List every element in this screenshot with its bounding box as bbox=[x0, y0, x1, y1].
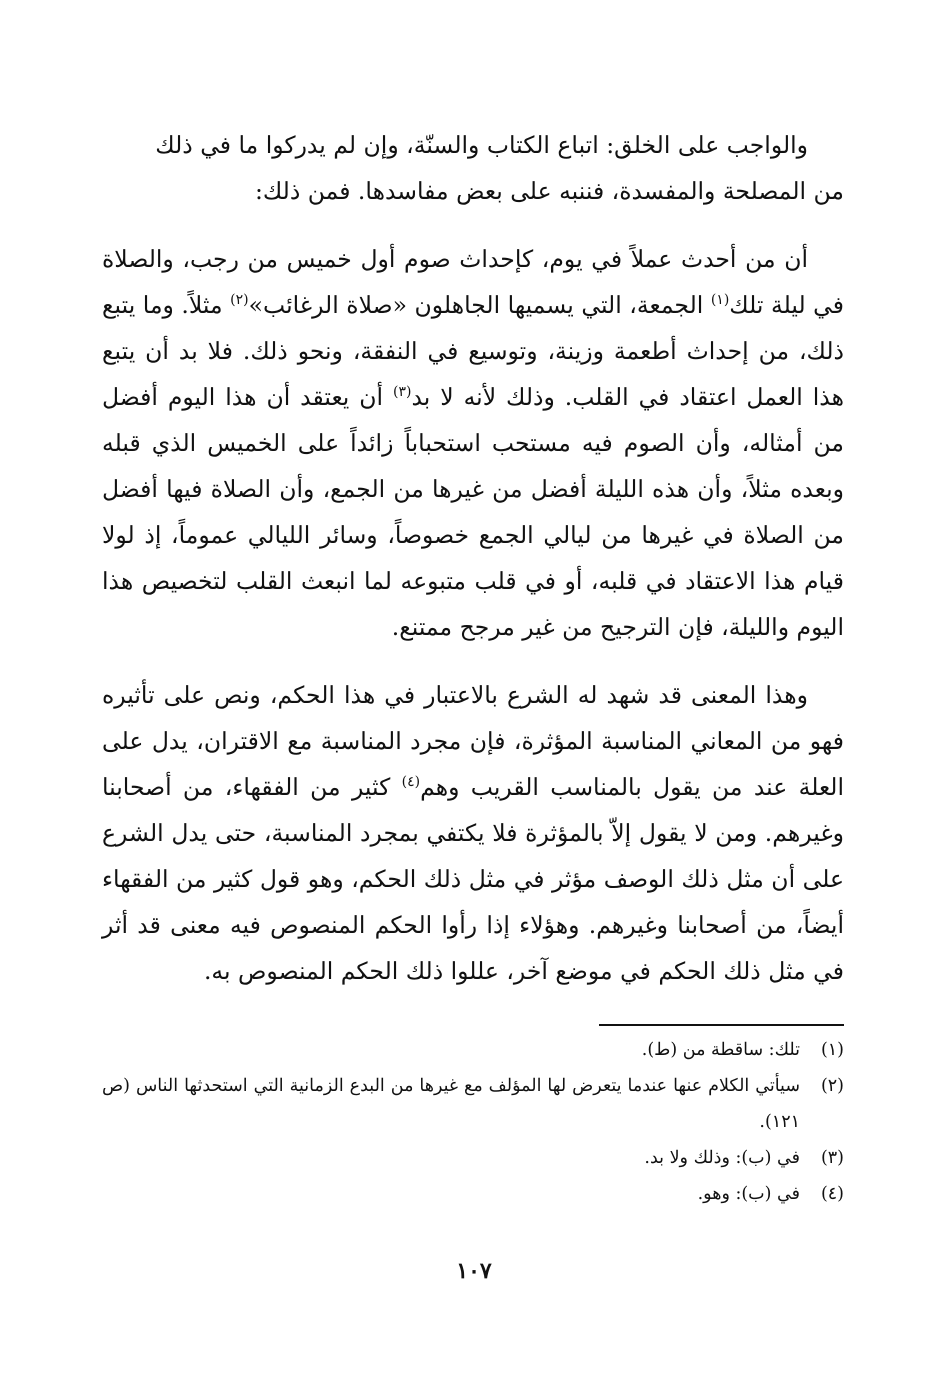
footnote-number: (٣) bbox=[820, 1148, 844, 1168]
footnote-marker-1: (١) bbox=[710, 292, 730, 309]
paragraph-2-text-b: الجمعة، التي يسميها الجاهلون «صلاة الرغائب» bbox=[248, 291, 711, 319]
footnote-text: في (ب): وهو. bbox=[697, 1184, 800, 1204]
footnote-number: (٤) bbox=[820, 1184, 844, 1204]
footnote-text: في (ب): وذلك ولا بد. bbox=[644, 1148, 800, 1168]
footnote-marker-2: (٢) bbox=[230, 292, 249, 309]
footnote-4 bbox=[102, 1176, 844, 1212]
paragraph-1-line-1: والواجب على الخلق: اتباع الكتاب والسنّة، وإن لم يدركوا ما في ذلك bbox=[155, 131, 808, 159]
paragraph-1 bbox=[102, 122, 844, 214]
footnote-1 bbox=[102, 1032, 844, 1068]
paragraph-3-text-b: كثير من الفقهاء، من أصحابنا وغيرهم. ومن لا يقول إلاّ بالمؤثرة فلا يكتفي بمجرد المناسبة، حتى يدل الشرع على أن مثل ذلك الوصف مؤثر في مثل ذلك الحكم، وهو قول كثير من الفقهاء أيضاً، من أصحابنا وغيرهم. وهؤلاء إذا رأوا الحكم المنصوص فيه معنى قد أثر في مثل ذلك الحكم في موضع آخر، عللوا ذلك الحكم المنصوص به. bbox=[102, 773, 844, 985]
paragraph-1-line-2: من المصلحة والمفسدة، فننبه على بعض مفاسدها. فمن ذلك: bbox=[254, 177, 844, 205]
footnote-number: (١) bbox=[820, 1040, 844, 1060]
page-number: ١٠٧ bbox=[456, 1258, 492, 1284]
paragraph-2-text-a: أن من أحدث عملاً في يوم، كإحداث صوم أول خميس من رجب، والصلاة في ليلة تلك bbox=[102, 245, 844, 319]
footnote-separator bbox=[599, 1024, 844, 1026]
paragraph-2-text-c: مثلاً. وما يتبع ذلك، من إحداث أطعمة وزينة، وتوسيع في النفقة، ونحو ذلك. فلا بد أن يتبع هذا العمل اعتقاد في القلب. وذلك لأنه لا بد bbox=[102, 291, 844, 411]
paragraph-3 bbox=[102, 672, 844, 994]
footnote-2 bbox=[102, 1068, 844, 1140]
paragraph-2-text-d: أن يعتقد أن هذا اليوم أفضل من أمثاله، وأن الصوم فيه مستحب استحباباً زائداً على الخميس الذي قبله وبعده مثلاً، وأن هذه الليلة أفضل من غيرها من الجمع، وأن الصلاة فيها أفضل من الصلاة في غيرها من ليالي الجمع خصوصاً، وسائر الليالي عموماً، إذ لولا قيام هذا الاعتقاد في قلبه، أو في قلب متبوعه لما انبعث القلب لتخصيص هذا اليوم والليلة، فإن الترجيح من غير مرجح ممتنع. bbox=[102, 383, 844, 641]
footnotes-section bbox=[102, 1032, 844, 1212]
footnote-number: (٢) bbox=[820, 1076, 844, 1096]
footnote-marker-3: (٣) bbox=[392, 384, 412, 401]
paragraph-2 bbox=[102, 236, 844, 650]
footnote-marker-4: (٤) bbox=[401, 774, 421, 791]
footnote-text: تلك: ساقطة من (ط). bbox=[641, 1040, 800, 1060]
footnote-text: سيأتي الكلام عنها عندما يتعرض لها المؤلف مع غيرها من البدع الزمانية التي استحدثها الناس (ص ١٢١). bbox=[102, 1076, 800, 1132]
footnote-3 bbox=[102, 1140, 844, 1176]
paragraph-3-text-a: وهذا المعنى قد شهد له الشرع بالاعتبار في هذا الحكم، ونص على تأثيره فهو من المعاني المناسبة المؤثرة، فإن مجرد المناسبة مع الاقتران، يدل على العلة عند من يقول بالمناسب القريب وهم bbox=[102, 681, 844, 801]
